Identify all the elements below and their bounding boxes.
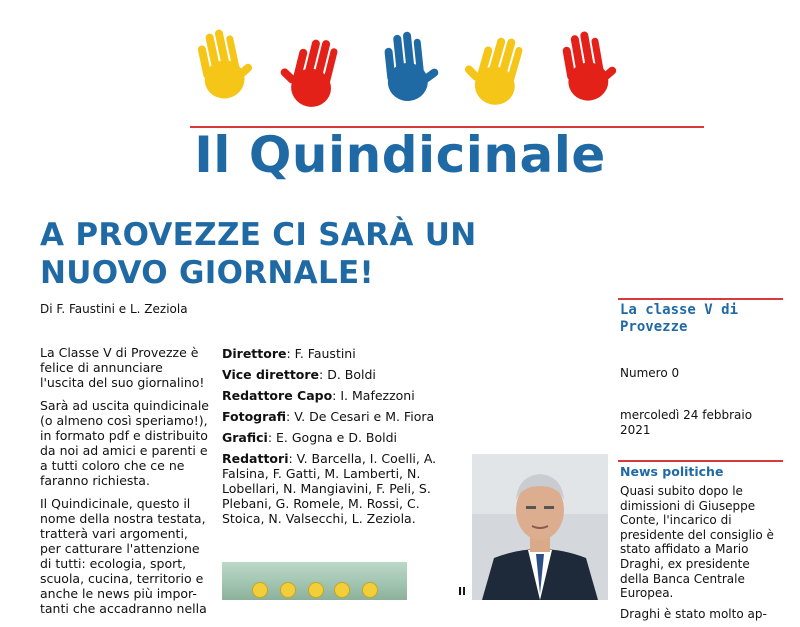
staff-names: I. Mafezzoni — [340, 388, 415, 403]
article-paragraph: Sarà ad uscita quindicinale (o almeno così speriamo!), in formato pdf e distribuito da noi ad amici e parenti e a tutti coloro che ce ne faranno richiesta. — [40, 398, 210, 488]
staff-entry: Grafici: E. Gogna e D. Boldi — [222, 430, 398, 445]
staff-entry: Direttore: F. Faustini — [222, 346, 356, 361]
portrait-illustration — [472, 454, 608, 600]
staff-role: Redattori — [222, 451, 289, 466]
staff-role: Grafici — [222, 430, 268, 445]
handprints-logo — [185, 22, 625, 114]
sidebar-rule — [618, 298, 783, 300]
masthead-title: Il Quindicinale — [194, 126, 606, 184]
hand-yellow-icon — [461, 28, 533, 118]
headline-line-2: NUOVO GIORNALE! — [40, 255, 374, 291]
draghi-photo — [472, 454, 608, 600]
staff-role: Fotografi — [222, 409, 286, 424]
smiley-icon — [280, 582, 296, 598]
news-paragraph: Quasi subito dopo le dimissioni di Giuseppe Conte, l'incarico di presidente del consiglio è stato affidato a Mario Draghi, ex presidente della Banca Centrale Europea. — [620, 484, 774, 601]
staff-role: Vice direttore — [222, 367, 320, 382]
headline-line-1: A PROVEZZE CI SARÀ UN — [40, 217, 477, 253]
article-paragraph: La Classe V di Provezze è felice di annunciare l'uscita del suo giornalino! — [40, 345, 205, 390]
staff-entry: Fotografi: V. De Cesari e M. Fiora — [222, 409, 435, 424]
class-photo — [222, 562, 407, 600]
staff-names: V. De Cesari e M. Fiora — [294, 409, 435, 424]
staff-role: Direttore — [222, 346, 287, 361]
staff-entry: Redattori: V. Barcella, I. Coelli, A. Falsina, F. Gatti, M. Lamberti, N. Lobellari, N. Mangiavini, F. Peli, S. Plebani, G. Romele, M. Rossi, C. Stoica, N. Valsecchi, L. Zeziola. — [222, 451, 437, 526]
issue-number: Numero 0 — [620, 366, 680, 380]
staff-names: V. Barcella, I. Coelli, A. Falsina, F. Gatti, M. Lamberti, N. Lobellari, N. Mangiavini, F. Peli, S. Plebani, G. Romele, M. Rossi, C. Stoica, N. Valsecchi, L. Zeziola. — [222, 451, 437, 526]
news-section-title: News politiche — [620, 464, 724, 479]
hand-blue-icon — [371, 24, 443, 114]
byline: Di F. Faustini e L. Zeziola — [40, 302, 188, 316]
staff-entry: Redattore Capo: I. Mafezzoni — [222, 388, 415, 403]
smiley-icon — [308, 582, 324, 598]
staff-names: F. Faustini — [294, 346, 356, 361]
hand-yellow-icon — [185, 22, 257, 112]
article-headline — [40, 216, 560, 292]
news-politics — [620, 484, 780, 627]
staff-list — [222, 346, 437, 532]
sidebar-rule — [618, 460, 783, 462]
issue-date: mercoledì 24 febbraio 2021 — [620, 408, 753, 437]
hand-red-icon — [277, 30, 349, 120]
smiley-icon — [334, 582, 350, 598]
staff-entry: Vice direttore: D. Boldi — [222, 367, 376, 382]
smiley-icon — [362, 582, 378, 598]
staff-role: Redattore Capo — [222, 388, 333, 403]
article-paragraph: Il Quindicinale, questo il nome della nostra testata, tratterà vari argomenti, per catturare l'attenzione di tutti: ecologia, sport, scuola, cucina, territorio e anche le news più impor-tanti che accadranno nella — [40, 496, 207, 616]
staff-names: E. Gogna e D. Boldi — [276, 430, 398, 445]
caption-start: Il — [458, 585, 466, 598]
news-paragraph: Draghi è stato molto ap- — [620, 606, 767, 621]
staff-names: D. Boldi — [327, 367, 376, 382]
sidebar-title: La classe V di Provezze — [620, 302, 739, 335]
smiley-icon — [252, 582, 268, 598]
article-column-1 — [40, 345, 210, 624]
hand-red-icon — [549, 24, 621, 114]
